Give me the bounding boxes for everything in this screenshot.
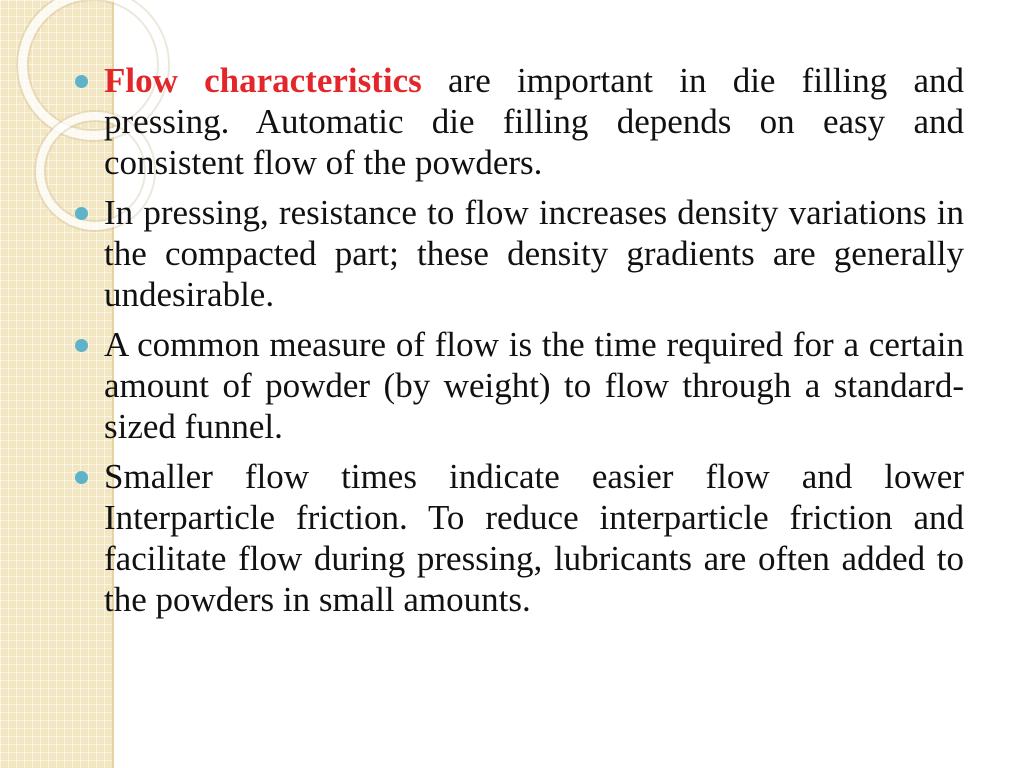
bullet-list bbox=[72, 60, 964, 620]
bullet-text: A common measure of flow is the time required for a certain amount of powder (by weight) to flow through a standard-sized funnel. bbox=[104, 325, 964, 446]
slide-content bbox=[72, 60, 964, 629]
bullet-item-pressing-resistance bbox=[72, 192, 964, 315]
bullet-dot-icon bbox=[75, 75, 88, 88]
bullet-text: In pressing, resistance to flow increases density variations in the compacted part; these density gradients are generally undesirable. bbox=[104, 193, 964, 314]
bullet-item-flow-characteristics bbox=[72, 60, 964, 183]
bullet-text: Smaller flow times indicate easier flow and lower Interparticle friction. To reduce interparticle friction and facilitate flow during pressing, lubricants are often added to the powders in small amounts. bbox=[104, 457, 964, 619]
bullet-item-flow-measure bbox=[72, 324, 964, 447]
bullet-text: are important in die filling and pressing. Automatic die filling depends on easy and consistent flow of the powders. bbox=[104, 61, 964, 182]
highlighted-term: Flow characteristics bbox=[104, 61, 422, 100]
bullet-item-flow-times bbox=[72, 456, 964, 620]
bullet-dot-icon bbox=[75, 339, 88, 352]
bullet-dot-icon bbox=[75, 471, 88, 484]
bullet-dot-icon bbox=[75, 207, 88, 220]
